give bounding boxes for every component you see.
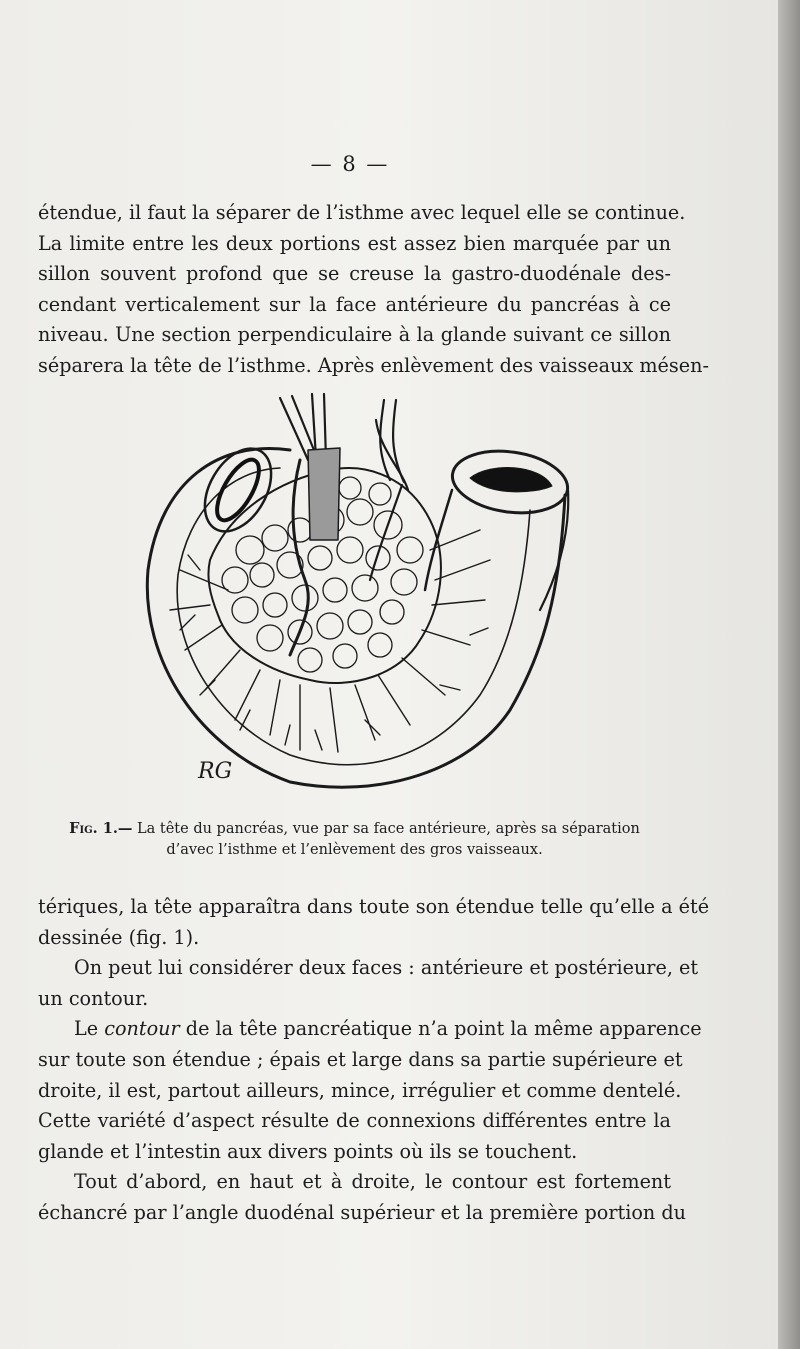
text-line: cendant verticalement sur la face antérieure du pancréas à ce	[38, 292, 671, 316]
caption-line-1	[38, 818, 671, 840]
pancreas-drawing	[140, 390, 580, 800]
text-line: étendue, il faut la séparer de l’isthme avec lequel elle se continue.	[38, 201, 686, 224]
text-line: un contour.	[38, 986, 149, 1010]
text-line: droite, il est, partout ailleurs, mince, irrégulier et comme dentelé.	[38, 1078, 682, 1102]
text-line: glande et l’intestin aux divers points où ils se touchent.	[38, 1139, 578, 1163]
text-line: tériques, la tête apparaîtra dans toute son étendue telle qu’elle a été	[38, 895, 710, 918]
caption-text-1: La tête du pancréas, vue par sa face antérieure, après sa séparation	[137, 821, 640, 837]
text-line: sillon souvent profond que se creuse la gastro-duodénale des-	[38, 262, 671, 286]
page-edge	[778, 0, 800, 1349]
text-line: dessinée (fig. 1).	[38, 925, 200, 949]
artist-monogram: RG	[198, 759, 233, 784]
word: Le	[74, 1017, 99, 1041]
page-number: — 8 —	[310, 152, 390, 176]
top-paragraph	[38, 198, 709, 382]
text-line: niveau. Une section perpendiculaire à la glande suivant ce sillon	[38, 323, 671, 347]
italic-term: contour	[104, 1017, 180, 1041]
text-line: séparera la tête de l’isthme. Après enlèvement des vaisseaux mésen-	[38, 353, 709, 377]
text-line	[38, 1014, 702, 1045]
caption-line-2: d’avec l’isthme et l’enlèvement des gros vaisseaux.	[166, 842, 543, 858]
text-line: échancré par l’angle duodénal supérieur et la première portion du	[38, 1200, 686, 1224]
text-line: On peut lui considérer deux faces : antérieure et postérieure, et	[74, 956, 699, 980]
caption-label: Fig. 1.—	[69, 820, 133, 837]
bottom-text	[38, 892, 710, 1229]
word: de la tête pancréatique n’a point la même apparence	[185, 1017, 702, 1041]
text-line: Cette variété d’aspect résulte de connexions différentes entre la	[38, 1109, 671, 1133]
text-line: sur toute son étendue ; épais et large dans sa partie supérieure et	[38, 1047, 683, 1071]
figure-caption	[38, 818, 671, 861]
text-line: La limite entre les deux portions est assez bien marquée par un	[38, 231, 671, 255]
text-line: Tout d’abord, en haut et à droite, le contour est fortement	[74, 1170, 671, 1194]
pancreas-illustration	[140, 390, 580, 800]
